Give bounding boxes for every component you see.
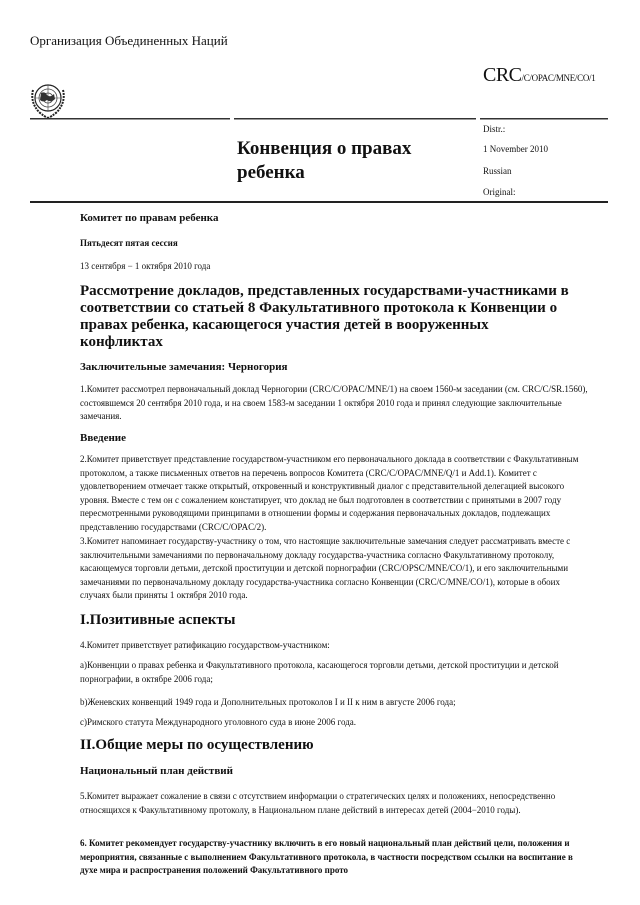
list-item-b: b)Женевских конвенций 1949 года и Дополнительных протоколов I и II к ним в августе 2006 года; [80,697,456,707]
symbol-suffix: /C/OPAC/MNE/CO/1 [521,73,596,83]
symbol-main: CRC [483,64,522,86]
header-divider [234,118,476,120]
document-symbol [483,64,595,87]
header-divider [30,118,230,120]
paragraph-4: 4.Комитет приветствует ратификацию государством-участником: [80,640,330,650]
document-title: Конвенция о правах ребенка [237,138,412,183]
document-language: Russian [483,166,512,176]
section-1-heading: I.Позитивные аспекты [80,612,236,628]
original-label: Original: [483,187,516,197]
section-2-heading: II.Общие меры по осуществлению [80,737,314,753]
list-item-c: c)Римского статута Международного уголовного суда в июне 2006 года. [80,717,357,727]
intro-heading: Введение [80,432,127,444]
list-item-a: a)Конвенции о правах ребенка и Факультативного протокола, касающегося торговли детьми, детской проституции и детской порнографии, в октябре 2006 года; [80,660,559,684]
paragraph-5: 5.Комитет выражает сожаление в связи с отсутствием информации о стратегических целях и положениях, непосредственно относящихся к Факультативному протоколу, в Национальном плане действий в интересах детей (2004−2010 годы). [80,791,556,815]
paragraph-1: 1.Комитет рассмотрел первоначальный доклад Черногории (CRC/C/OPAC/MNE/1) на своем 1560-м заседании (см. CRC/C/SR.1560), состоявшемся 20 сентября 2010 года, и на своем 1583-м заседании 1 октября 2010 года и принял следующие заключительные замечания. [80,384,588,421]
document-date: 1 November 2010 [483,144,548,154]
paragraph-6: 6. Комитет рекомендует государству-участнику включить в его новый национальный план действий цели, положения и мероприятия, связанные с выполнением Факультативного протокола, в частности посредством ссылки на воспитание в духе мира и распространения положений Факультативного прото [80,838,573,875]
distribution-label: Distr.: [483,124,506,134]
paragraph-2: 2.Комитет приветствует представление государством-участником его первоначального доклада в соответствии с Факультативным протоколом, а также письменных ответов на перечень вопросов Комитета (CRC/C/OPAC/MNE/Q/1 и Add.1). Комитет с удовлетворением отмечает также открытый, откровенный и конструктивный диалог с представительной делегацией высокого уровня. Вместе с тем он с сожалением констатирует, что доклад не был подготовлен в соответствии с принятыми в 2007 году пересмотренными руководящими принципами в отношении формы и содержания первоначальных докладов, подлежащих представлению государствами (CRC/C/OPAC/2). [80,454,579,532]
header-bottom-rule [30,201,608,203]
committee-name: Комитет по правам ребенка [80,212,219,224]
concluding-heading: Заключительные замечания: Черногория [80,361,288,373]
organization-name: Организация Объединенных Наций [30,33,228,48]
session-dates: 13 сентября − 1 октября 2010 года [80,261,211,271]
session-name: Пятьдесят пятая сессия [80,238,178,248]
paragraph-3: 3.Комитет напоминает государству-участнику о том, что настоящие заключительные замечания следует рассматривать вместе с заключительными замечаниями по первоначальному докладу государства-участника согласно Факультативному протоколу, касающемуся торговли детьми, детской проституции и детской порнографии (CRC/OPSC/MNE/CO/1), и его заключительными замечаниями по первоначальному докладу государства-участника согласно Конвенции (CRC/C/MNE/CO/1), которые в обоих случаях были приняты 1 октября 2010 года. [80,536,571,600]
main-heading: Рассмотрение докладов, представленных государствами-участниками в соответствии со статьей 8 Факультативного протокола к Конвенции о правах ребенка, касающегося участия детей в вооруженных конфликтах [80,283,569,350]
header-divider [480,118,608,120]
un-emblem-icon [29,80,67,120]
nap-heading: Национальный план действий [80,765,233,777]
